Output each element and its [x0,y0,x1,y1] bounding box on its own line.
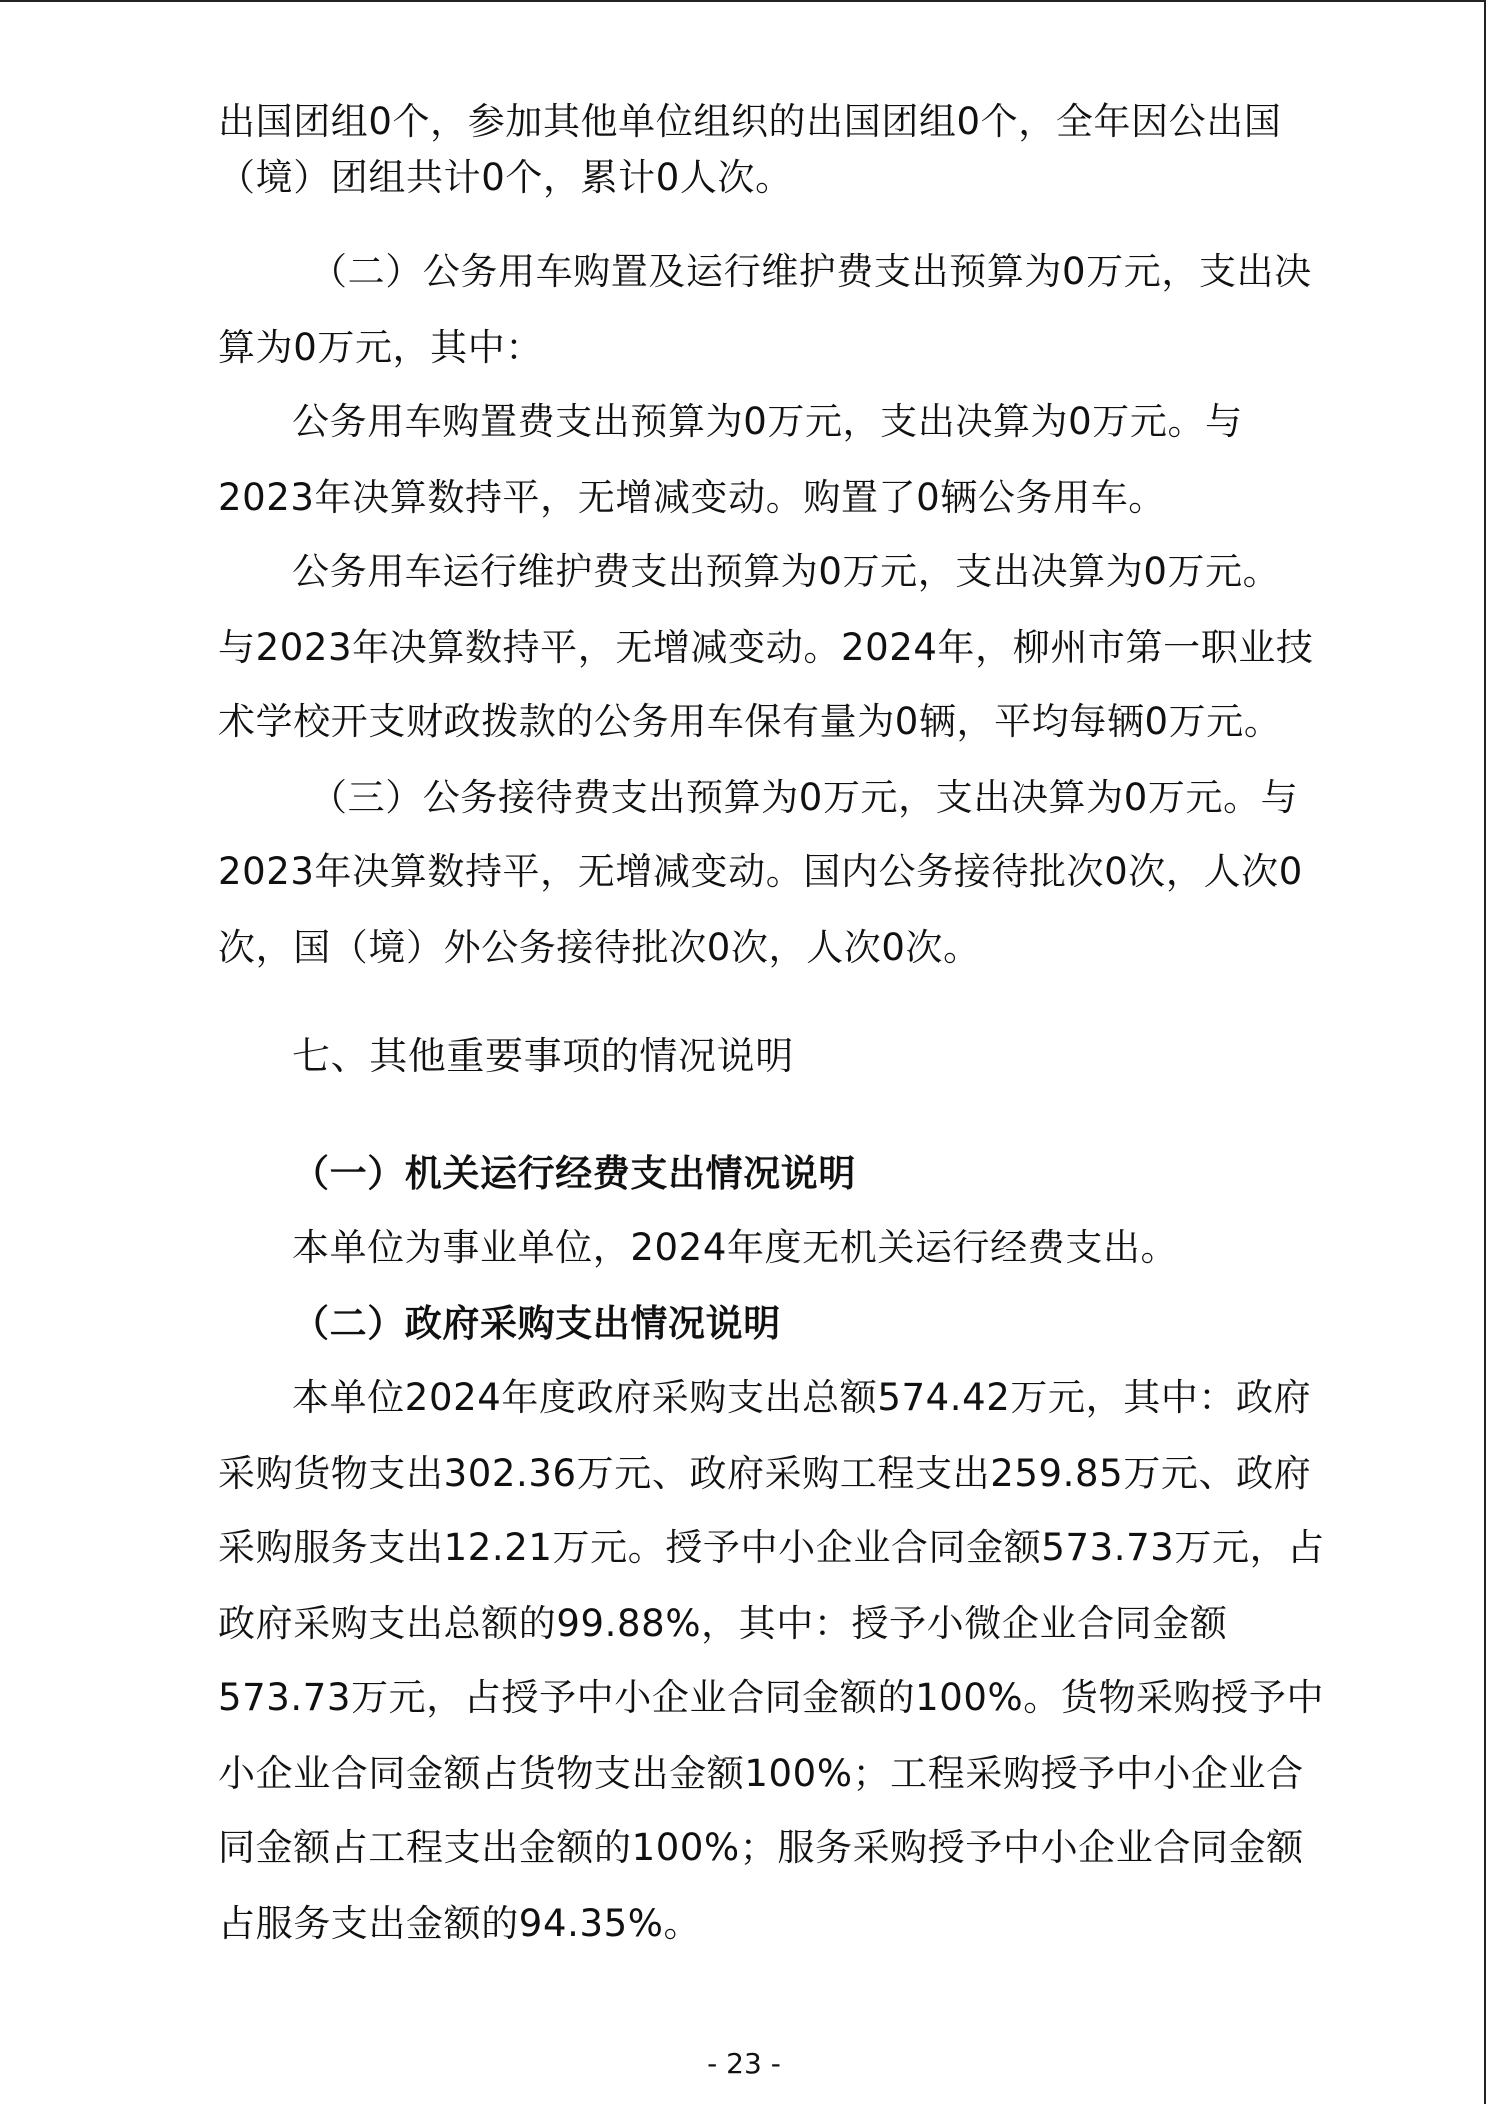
text-line: 次，国（境）外公务接待批次0次，人次0次。 [218,926,981,969]
subsection-heading: （一）机关运行经费支出情况说明 [292,1152,856,1195]
text-line: 出国团组0个，参加其他单位组织的出国团组0个，全年因公出国 [218,100,1282,143]
text-line: （境）团组共计0个，累计0人次。 [218,156,793,199]
text-line: 2023年决算数持平，无增减变动。购置了0辆公务用车。 [218,476,1166,519]
text-line: （二）公务用车购置及运行维护费支出预算为0万元，支出决 [310,250,1312,293]
text-line: （三）公务接待费支出预算为0万元，支出决算为0万元。与 [310,776,1299,819]
text-line: 采购服务支出12.21万元。授予中小企业合同金额573.73万元，占 [218,1526,1325,1569]
text-line: 同金额占工程支出金额的100%；服务采购授予中小企业合同金额 [218,1826,1304,1869]
text-line: 术学校开支财政拨款的公务用车保有量为0辆，平均每辆0万元。 [218,700,1282,743]
page-number: - 23 - [707,2047,781,2080]
text-line: 公务用车运行维护费支出预算为0万元，支出决算为0万元。 [292,550,1281,593]
section-heading: 七、其他重要事项的情况说明 [292,1034,794,1078]
text-line: 本单位2024年度政府采购支出总额574.42万元，其中：政府 [292,1376,1312,1419]
text-line: 2023年决算数持平，无增减变动。国内公务接待批次0次，人次0 [218,850,1303,893]
text-line: 小企业合同金额占货物支出金额100%；工程采购授予中小企业合 [218,1752,1304,1795]
text-line: 占服务支出金额的94.35%。 [218,1902,702,1945]
text-line: 公务用车购置费支出预算为0万元，支出决算为0万元。与 [292,400,1243,443]
text-line: 算为0万元，其中： [218,326,543,369]
text-line: 本单位为事业单位，2024年度无机关运行经费支出。 [292,1226,1179,1269]
subsection-heading: （二）政府采购支出情况说明 [292,1302,781,1345]
text-line: 采购货物支出302.36万元、政府采购工程支出259.85万元、政府 [218,1452,1312,1495]
text-line: 573.73万元，占授予中小企业合同金额的100%。货物采购授予中 [218,1676,1325,1719]
text-line: 与2023年决算数持平，无增减变动。2024年，柳州市第一职业技 [218,626,1314,669]
text-line: 政府采购支出总额的99.88%，其中：授予小微企业合同金额 [218,1602,1228,1645]
